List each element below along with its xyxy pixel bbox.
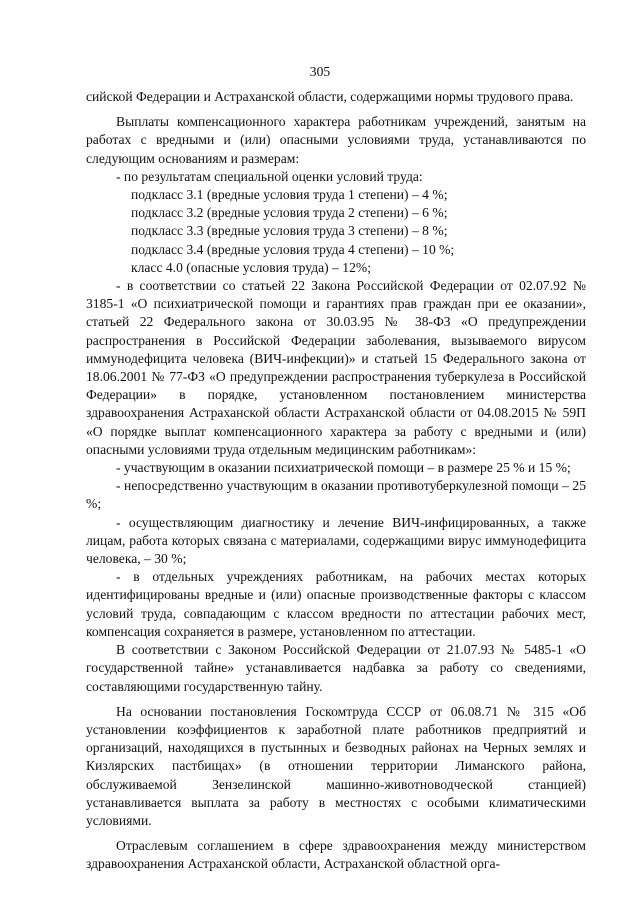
page-number: 305 xyxy=(309,64,331,79)
bullet-laws: - в соответствии со статьей 22 Закона Российской Федерации от 02.07.92 № 3185-1 «О психиатрической помощи и гарантиях прав граждан при ее оказании», статьей 22 Федерального закона от 30.03.95 № 38-ФЗ «О предупреждении распространения в Российской Федерации заболевания, вызываемого вирусом иммунодефицита человека (ВИЧ-инфекции)» и статьей 15 Федерального закона от 18.06.2001 № 77-ФЗ «О предупреждении распространения туберкулеза в Российской Федерации» в порядке, установленном постановлением министерства здравоохранения Астраханской области Астраханской области от 04.08.2015 № 59П «О порядке выплат компенсационного характера за работу с вредными и (или) опасными условиями труда отдельным медицинским работникам»: xyxy=(86,278,586,457)
subclass-list xyxy=(86,186,586,277)
bullet-special-assessment: - по результатам специальной оценки условий труда: xyxy=(116,168,423,184)
list-item: подкласс 3.3 (вредные условия труда 3 степени) – 8 %; xyxy=(131,223,448,239)
list-item: подкласс 3.1 (вредные условия труда 1 степени) – 4 %; xyxy=(131,187,448,203)
paragraph-continuation: сийской Федерации и Астраханской области, содержащими нормы трудового права. xyxy=(86,89,574,104)
paragraph-compensation-intro: Выплаты компенсационного характера работникам учреждений, занятым на работах с вредными и (или) опасными условиями труда, устанавливаются по следующим основаниям и размерам: xyxy=(86,114,586,166)
list-item: подкласс 3.2 (вредные условия труда 2 степени) – 6 %; xyxy=(131,205,448,221)
bullet-tuberculosis: - непосредственно участвующим в оказании противотуберкулезной помощи – 25 %; xyxy=(86,478,586,512)
list-item: класс 4.0 (опасные условия труда) – 12%; xyxy=(131,259,371,275)
bullet-attestation: - в отдельных учреждениях работникам, на рабочих местах которых идентифицированы вредные и (или) опасные производственные факторы с классом условий труда, совпадающим с классом вредности по аттестации рабочих мест, компенсация сохраняется в размере, установленном по аттестации. xyxy=(86,569,586,639)
list-item: подкласс 3.4 (вредные условия труда 4 степени) – 10 %; xyxy=(131,241,455,257)
paragraph-state-secret: В соответствии с Законом Российской Федерации от 21.07.93 № 5485-1 «О государственной тайне» устанавливается надбавка за работу со сведениями, составляющими государственную тайну. xyxy=(86,642,586,694)
paragraph-climate: На основании постановления Госкомтруда СССР от 06.08.71 № 315 «Об установлении коэффициентов к заработной плате работников предприятий и организаций, находящихся в пустынных и безводных районах на Черных землях и Кизлярских пастбищах» (в отношении территории Лиманского района, обслуживаемой Зензелинской машинно-животноводческой станцией) устанавливается выплата за работу в местностях с особыми климатическими условиями. xyxy=(86,703,586,828)
bullet-hiv: - осуществляющим диагностику и лечение ВИЧ-инфицированных, а также лицам, работа которых связана с материалами, содержащими вирус иммунодефицита человека, – 30 %; xyxy=(86,514,586,567)
paragraph-agreement: Отраслевым соглашением в сфере здравоохранения между министерством здравоохранения Астраханской области, Астраханской областной орга- xyxy=(86,838,586,872)
document-body xyxy=(86,88,586,874)
bullet-psychiatric: - участвующим в оказании психиатрической помощи – в размере 25 % и 15 %; xyxy=(116,460,571,476)
